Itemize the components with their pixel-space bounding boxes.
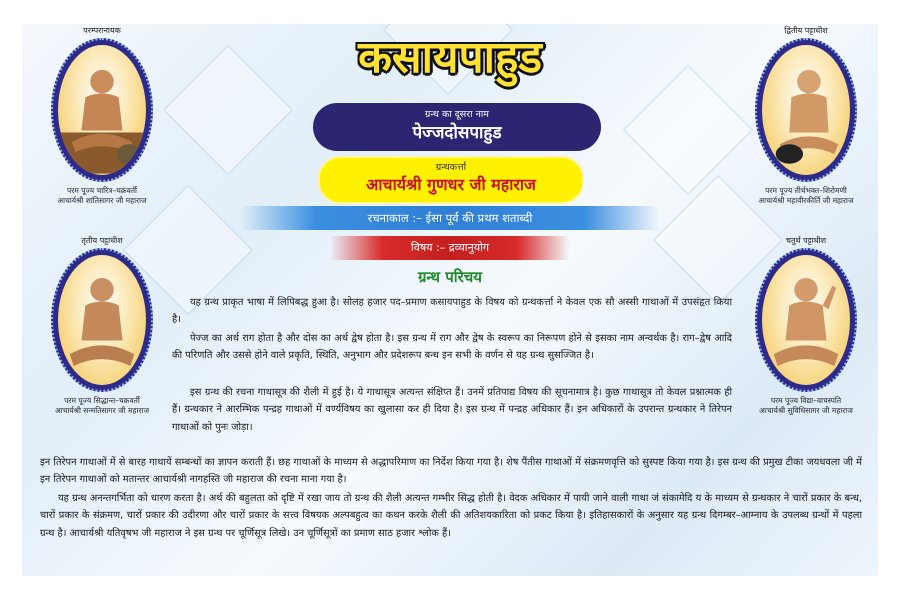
second-name-banner (313, 103, 601, 151)
portrait-caption-line2: आचार्यश्री सन्मतिसागर जी महाराज (54, 406, 150, 415)
portrait-card-2 (736, 26, 876, 206)
section-heading: ग्रन्थ परिचय (417, 268, 483, 286)
portrait-top-label: द्वितीय पट्टाधीश (784, 26, 828, 35)
composition-period-banner: रचनाकाल :– ईसा पूर्व की प्रथम शताब्दी (240, 206, 660, 230)
portrait-image (762, 45, 850, 175)
portrait-frame (51, 248, 153, 392)
intro-paragraph-2: पेज्ज का अर्थ राग होता है और दोस का अर्थ द्वेष होता है। इस ग्रन्थ में राग और द्वेष के स्वरूप का निरूपण होने से इसका नाम अन्वर्थक है। राग–द्वेष आदि की परिणति और उससे होने वाले प्रकृति, स्थिति, अनुभाग और प्रदेशरूप बन्ध इन सभी के वर्णन से यह ग्रन्थ सुसज्जित है। (172, 333, 732, 362)
author-label: ग्रन्थकर्त्ता (435, 162, 467, 173)
portrait-top-label: परम्परानायक (83, 26, 121, 35)
second-name-label: ग्रन्थ का दूसरा नाम (424, 109, 489, 120)
portrait-caption-line2: आचार्यश्री शांतिसागर जी महाराज (57, 196, 147, 205)
portrait-card-1 (32, 26, 172, 206)
author-banner (318, 156, 584, 204)
portrait-frame (51, 38, 153, 182)
portrait-caption-line2: आचार्यश्री महावीरकीर्ति जी महाराज (758, 196, 854, 205)
portrait-card-3 (32, 236, 172, 416)
intro-paragraph-5: यह ग्रन्थ अनन्तगर्भिता को धारण करता है। अर्थ की बहुलता को दृष्टि में रखा जाय तो ग्रन्थ की शैली अत्यन्त गम्भीर सिद्ध होती है। वेदक अधिकार में पायी जाने वाली गाथा जं संकामेदि य के माध्यम से ग्रन्थकार ने चारों प्रकार के बन्ध, चारों प्रकार के संक्रमण, चारों प्रकार की उदीरणा और चारों प्रकार के सत्त्व विषयक अल्पबहुत्व का कथन करके शैली की अतिशयकारिता को प्रकट किया है। इतिहासकारों के अनुसार यह ग्रन्थ दिगम्बर–आम्नाय के उपलब्ध ग्रन्थों में पहला ग्रन्थ है। आचार्यश्री यतिवृषभ जी महाराज ने इस ग्रन्थ पर चूर्णिसूत्र लिखे। उन चूर्णिसूत्रों का प्रमाण साठ हजार श्लोक हैं। (40, 493, 862, 539)
seated-monk-figure (762, 45, 850, 175)
portrait-image (58, 45, 146, 175)
second-name-value: पेज्जदोसपाहुड (412, 123, 502, 143)
portrait-top-label: चतुर्थ पट्टाधीश (785, 236, 827, 245)
intro-paragraph-3: इस ग्रन्थ की रचना गाथासूत्र की शैली में हुई है। ये गाथासूत्र अत्यन्त संक्षिप्त हैं। उनमें प्रतिपाद्य विषय की सूचनामात्र है। कुछ गाथासूत्र तो केवल प्रश्नात्मक ही हैं। ग्रन्थकार ने आरम्भिक पन्द्रह गाथाओं में वर्ण्यविषय का खुलासा कर ही दिया है। इस ग्रन्थ में पन्द्रह अधिकार हैं। इन अधिकारों के उपरान्त ग्रन्थकार ने तिरेपन गाथाओं को पुनः जोड़ा। (172, 387, 732, 433)
portrait-caption-line1: परम पूज्य चारित्र–चक्रवर्ती (67, 186, 137, 195)
page-title: कसायपाहुड (358, 32, 542, 83)
portrait-caption-line1: परम पूज्य तीर्थभक्त–शिरोमणी (765, 186, 847, 195)
portrait-caption-line2: आचार्यश्री सुविधिसागर जी महाराज (759, 406, 853, 415)
portrait-image (762, 255, 850, 385)
intro-paragraph-1: यह ग्रन्थ प्राकृत भाषा में लिपिबद्ध हुआ है। सोलह हजार पद–प्रमाण कसायपाहुड के विषय को ग्रन्थकर्त्ता ने केवल एक सौ अस्सी गाथाओं में उपसंहृत किया है। (172, 297, 732, 326)
decorative-diamond (623, 65, 753, 195)
portrait-frame (755, 38, 857, 182)
portrait-card-4 (736, 236, 876, 416)
portrait-frame (755, 248, 857, 392)
author-name: आचार्यश्री गुणधर जी महाराज (366, 175, 536, 194)
intro-paragraph-4: इन तिरेपन गाथाओं में से बारह गाथायें सम्बन्धों का ज्ञापन कराती हैं। छह गाथाओं के माध्यम से अद्धापरिमाण का निर्देश किया गया है। शेष पैंतीस गाथाओं में संक्रमणवृत्ति को सुस्पष्ट किया गया है। इस ग्रन्थ की प्रमुख टीका जयधवला जी में इन तिरेपन गाथाओं को मतान्तर आचार्यश्री नागहस्ति जी महाराज की रचना माना गया है। (40, 457, 862, 486)
portrait-top-label: तृतीय पट्टाधीश (81, 236, 123, 245)
portrait-caption-line1: परम पूज्य विद्या–वाचस्पति (770, 396, 842, 405)
portrait-image (58, 255, 146, 385)
seated-monk-figure (762, 255, 850, 385)
portrait-caption-line1: परम पूज्य सिद्धान्त–चक्रवर्ती (64, 396, 140, 405)
seated-monk-figure (58, 255, 146, 385)
subject-banner: विषय :– द्रव्यानुयोग (330, 236, 570, 260)
seated-monk-figure (58, 45, 146, 175)
